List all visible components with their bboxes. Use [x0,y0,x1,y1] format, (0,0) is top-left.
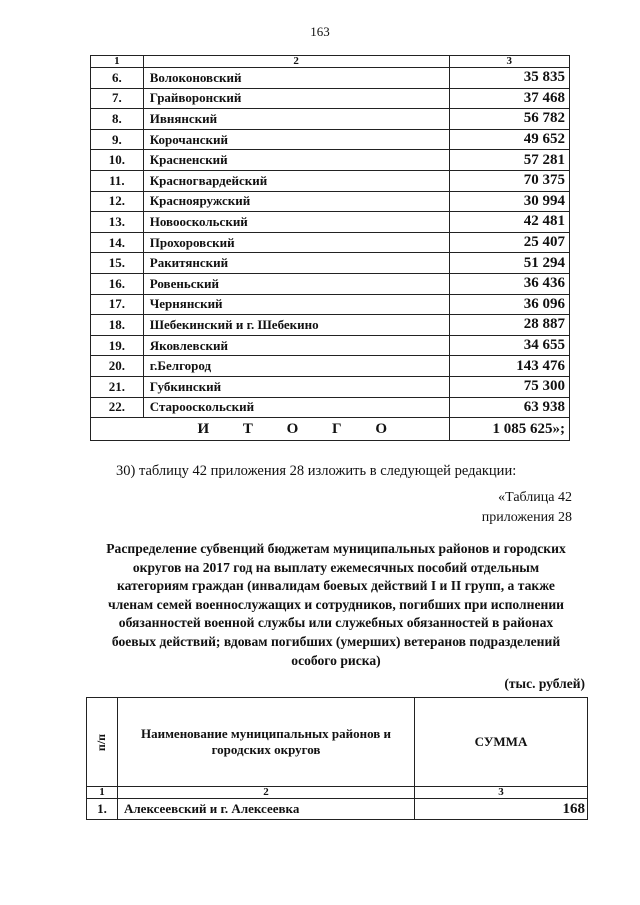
col-header-number-text: п/п [94,733,109,752]
subvention-sum: 143 476 [449,356,569,377]
district-name: Красногвардейский [143,170,449,191]
subvention-sum: 37 468 [449,88,569,109]
table-row [91,335,570,356]
units-label: (тыс. рублей) [504,676,585,691]
row-number: 8. [91,109,144,130]
row-number: 1. [87,799,118,820]
row-number: 17. [91,294,144,315]
row-number: 13. [91,212,144,233]
district-name: Ровеньский [143,273,449,294]
table-row [91,253,570,274]
subvention-sum: 57 281 [449,150,569,171]
table-row [91,170,570,191]
subvention-sum: 30 994 [449,191,569,212]
table-row [91,88,570,109]
row-number: 20. [91,356,144,377]
subvention-sum: 28 887 [449,315,569,336]
table-reference-line2: приложения 28 [481,510,572,525]
column-number-2: 2 [143,56,449,68]
column-number-1: 1 [87,787,118,799]
district-name: Новооскольский [143,212,449,233]
column-number-1: 1 [91,56,144,68]
table-row [91,212,570,233]
row-number: 10. [91,150,144,171]
header-row [87,698,588,787]
row-number: 12. [91,191,144,212]
table-row [91,68,570,89]
table-row [91,294,570,315]
district-name: г.Белгород [143,356,449,377]
table-row [91,273,570,294]
subventions-table [86,697,588,820]
table-reference-line1: «Таблица 42 [498,490,572,505]
table-row [87,799,588,820]
table-heading: Распределение субвенций бюджетам муниципальных районов и городских округов на 2017 год на выплату ежемесячных пособий отдельным категориям граждан (инвалидам боевых действий I и II групп, а также членам семей военнослужащих и сотрудников, погибших при исполнении обязанностей военной службы или служебных обязанностей в районах боевых действий; вдовам погибших (умерших) ветеранов подразделений особого риска) [106,541,566,668]
table-row [91,315,570,336]
subvention-sum: 36 436 [449,273,569,294]
districts-table-continued [90,55,570,441]
col-header-name: Наименование муниципальных районов и городских округов [118,698,415,787]
row-number: 7. [91,88,144,109]
subvention-sum: 25 407 [449,232,569,253]
district-name: Корочанский [143,129,449,150]
table-row [91,376,570,397]
row-number: 9. [91,129,144,150]
district-name: Старооскольский [143,397,449,418]
table-row [91,109,570,130]
district-name: Грайворонский [143,88,449,109]
subvention-sum: 49 652 [449,129,569,150]
column-number-2: 2 [118,787,415,799]
row-number: 11. [91,170,144,191]
district-name: Чернянский [143,294,449,315]
row-number: 6. [91,68,144,89]
total-row [91,418,570,441]
district-name: Красненский [143,150,449,171]
column-number-3: 3 [449,56,569,68]
district-name: Ивнянский [143,109,449,130]
subvention-sum: 168 [415,799,588,820]
district-name: Краснояружский [143,191,449,212]
col-header-sum: СУММА [415,698,588,787]
page-number: 163 [310,24,330,39]
district-name: Ракитянский [143,253,449,274]
row-number: 19. [91,335,144,356]
subvention-sum: 42 481 [449,212,569,233]
district-name: Шебекинский и г. Шебекино [143,315,449,336]
district-name: Яковлевский [143,335,449,356]
row-number: 21. [91,376,144,397]
column-number-3: 3 [415,787,588,799]
subvention-sum: 70 375 [449,170,569,191]
table-row [91,191,570,212]
table-row [91,129,570,150]
district-name: Прохоровский [143,232,449,253]
subvention-sum: 34 655 [449,335,569,356]
col-header-number [87,698,118,787]
subvention-sum: 75 300 [449,376,569,397]
column-number-row [91,56,570,68]
row-number: 14. [91,232,144,253]
table-row [91,232,570,253]
district-name: Алексеевский и г. Алексеевка [118,799,415,820]
table-row [91,397,570,418]
row-number: 15. [91,253,144,274]
subvention-sum: 51 294 [449,253,569,274]
table-row [91,356,570,377]
district-name: Волоконовский [143,68,449,89]
row-number: 22. [91,397,144,418]
table-row [91,150,570,171]
column-number-row [87,787,588,799]
subvention-sum: 35 835 [449,68,569,89]
amendment-instruction: 30) таблицу 42 приложения 28 изложить в следующей редакции: [116,463,517,479]
district-name: Губкинский [143,376,449,397]
subvention-sum: 56 782 [449,109,569,130]
subvention-sum: 63 938 [449,397,569,418]
row-number: 18. [91,315,144,336]
total-sum: 1 085 625»; [449,418,569,441]
total-label: И Т О Г О [91,418,450,441]
row-number: 16. [91,273,144,294]
subvention-sum: 36 096 [449,294,569,315]
